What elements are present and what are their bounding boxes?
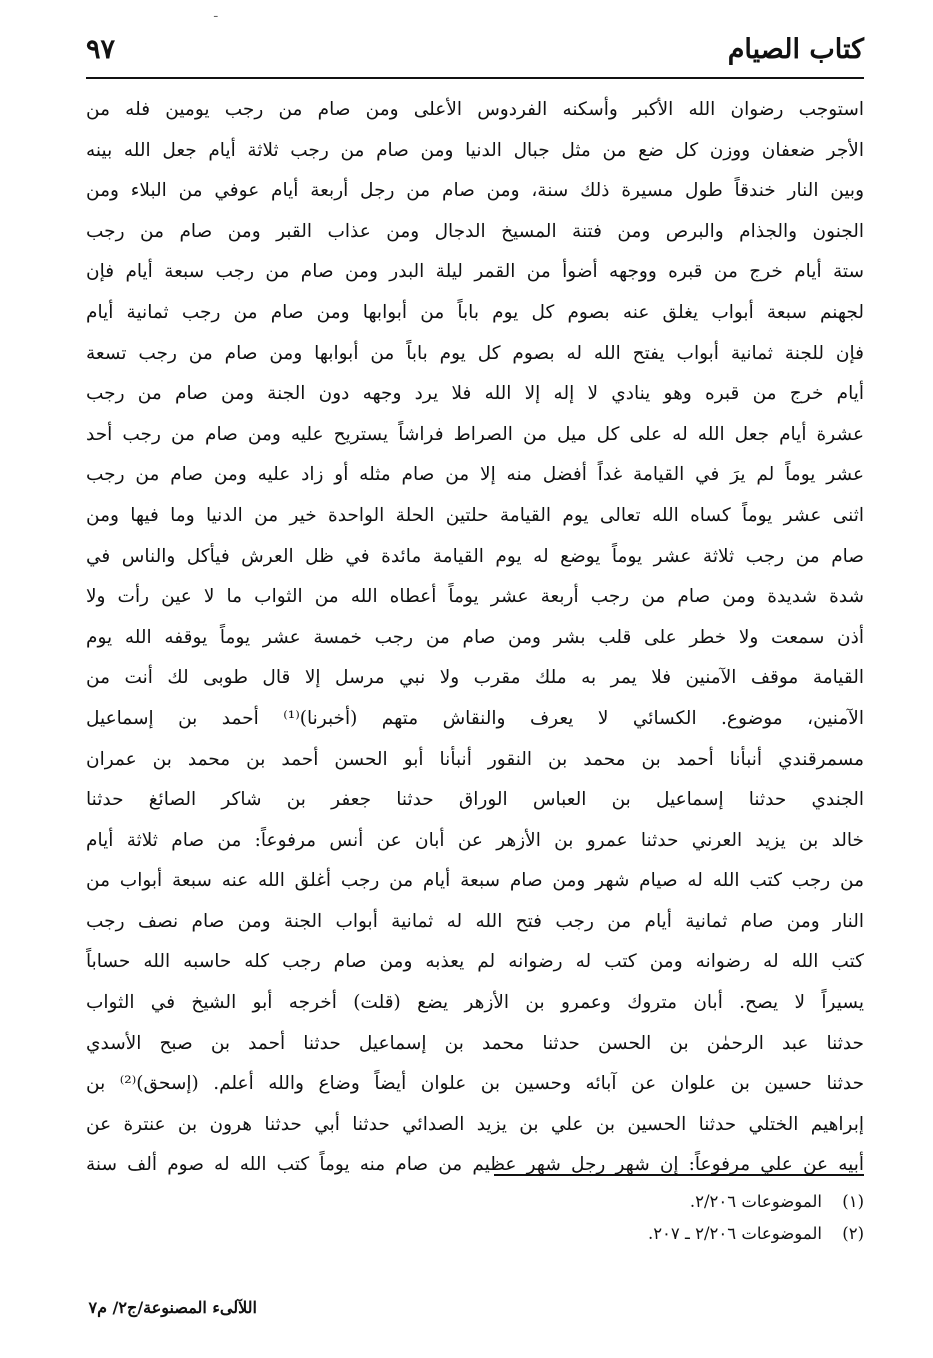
text-line: النار ومن صام ثمانية أيام من رجب فتح الله له ثمانية أبواب الجنة ومن صام نصف رجب	[86, 910, 864, 932]
footnote-rule	[494, 1174, 864, 1176]
text-line: عشرة أيام جعل الله له على كل ميل من الصراط فراشاً يستريح عليه ومن صام من رجب أحد	[86, 423, 864, 445]
body-text	[86, 90, 864, 1186]
text-line: أذن سمعت ولا خطر على قلب بشر ومن صام من رجب خمسة عشر يوماً يوقفه الله يوم	[86, 626, 864, 648]
text-line: حدثنا حسين بن علوان عن آبائه وحسين بن علوان أيضاً وضاع والله أعلم. (إسحق)⁽²⁾ بن	[86, 1073, 864, 1095]
footnote	[444, 1186, 864, 1218]
text-line: القيامة موقف الآمنين فلا يمر به ملك مقرب ولا نبي مرسل إلا قال طوبى لك أنت من	[86, 667, 864, 689]
text-line: فإن للجنة ثمانية أبواب يفتح الله له بصوم كل يوم باباً من أبوابها ومن صام من رجب تسعة	[86, 342, 864, 364]
footnotes	[444, 1186, 864, 1250]
text-line: مسمرقندي أنبأنا أحمد بن محمد بن النقور أنبأنا أبو الحسن أحمد بن محمد بن عمران	[86, 748, 864, 770]
text-line: الجنون والجذام والبرص ومن فتنة المسيخ الدجال ومن عذاب القبر ومن صام من رجب	[86, 220, 864, 242]
chapter-title: كتاب الصيام	[727, 34, 864, 65]
text-line: اثنى عشر يوماً كساه الله تعالى يوم القيامة حلتين الحلة الواحدة خير من الدنيا وما فيها ومن	[86, 504, 864, 526]
page-number: ٩٧	[86, 34, 116, 65]
text-line: كتب الله له رضوانه ومن كتب له رضوانه لم يعذبه ومن صام رجب كله حاسبه الله حساباً	[86, 951, 864, 973]
text-line: أبيه عن علي مرفوعاً: إن شهر رجل شهر عظيم من صام منه يوماً كتب الله له صوم ألف سنة	[86, 1154, 864, 1176]
footnote-marker: (١)	[842, 1192, 864, 1211]
footnote-marker: (٢)	[842, 1224, 864, 1243]
text-line: خالد بن يزيد العرني حدثنا عمرو بن الأزهر عن أبان عن أنس مرفوعاً: من صام ثلاثة أيام	[86, 829, 864, 851]
text-line: أيام خرج من قبره وهو ينادي لا إله إلا الله فلا يرد وجهه دون الجنة ومن صام من رجب	[86, 383, 864, 405]
text-line: يسيراً لا يصح. أبان متروك وعمرو بن الأزهر يضع (قلت) أخرجه أبو الشيخ في الثواب	[86, 992, 864, 1014]
stray-mark: ـ	[214, 6, 218, 20]
text-line: شدة شديدة ومن صام من رجب أربعة عشر يوماً أعطاه الله من الثواب ما لا عين رأت ولا	[86, 586, 864, 608]
text-line: استوجب رضوان الله الأكبر وأسكنه الفردوس الأعلى ومن صام من رجب يومين فله من	[86, 99, 864, 120]
header-rule	[86, 77, 864, 79]
text-line: حدثنا عبد الرحمٰن بن الحسن حدثنا محمد بن إسماعيل حدثنا أحمد بن صبح الأسدي	[86, 1032, 864, 1054]
printer-signature: اللآلىء المصنوعة/ج٢/ م٧	[88, 1298, 257, 1317]
footnote-text: الموضوعات ٢/٢٠٦ ـ ٢٠٧.	[647, 1224, 822, 1243]
footnote	[444, 1218, 864, 1250]
text-line: ستة أيام خرج من قبره ووجهه أضوأ من القمر ليلة البدر ومن صام من رجب سبعة أيام فإن	[86, 261, 864, 283]
text-line: لجهنم سبعة أبواب يغلق عنه بصوم كل يوم باباً من أبوابها ومن صام من رجب ثمانية أيام	[86, 301, 864, 323]
text-line: الأجر ضعفان ووزن كل ضع من مثل جبال الدنيا ومن صام من رجب ثلاثة أيام جعل الله بينه	[86, 139, 864, 161]
text-line: عشر يوماً لم يرَ في القيامة غداً أفضل منه إلا من صام مثله أو زاد عليه ومن صام من رجب	[86, 464, 864, 486]
footnote-text: الموضوعات ٢/٢٠٦.	[689, 1192, 822, 1211]
page-header	[86, 30, 864, 74]
text-line: إبراهيم الختلي حدثنا الحسين بن علي بن يزيد الصدائي حدثنا أبي حدثنا هرون بن عنترة عن	[86, 1113, 864, 1135]
text-line: الجندي حدثنا إسماعيل بن العباس الوراق حدثنا جعفر بن شاكر الصائغ حدثنا	[86, 789, 864, 811]
text-line: من رجب كتب الله له صيام شهر ومن صام سبعة أيام من رجب أغلق الله عنه سبعة أبواب من	[86, 870, 864, 892]
text-line: صام من رجب ثلاثة عشر يوماً يوضع له يوم القيامة مائدة في ظل العرش فيأكل والناس في	[86, 545, 864, 567]
text-line: الآمنين، موضوع. الكسائي لا يعرف والنقاش متهم (أخبرنا)⁽¹⁾ أحمد بن إسماعيل	[86, 707, 864, 729]
text-line: وبين النار خندقاً طول مسيرة ذلك سنة، ومن صام من رجل أربعة أيام عوفي من البلاء ومن	[86, 180, 864, 202]
